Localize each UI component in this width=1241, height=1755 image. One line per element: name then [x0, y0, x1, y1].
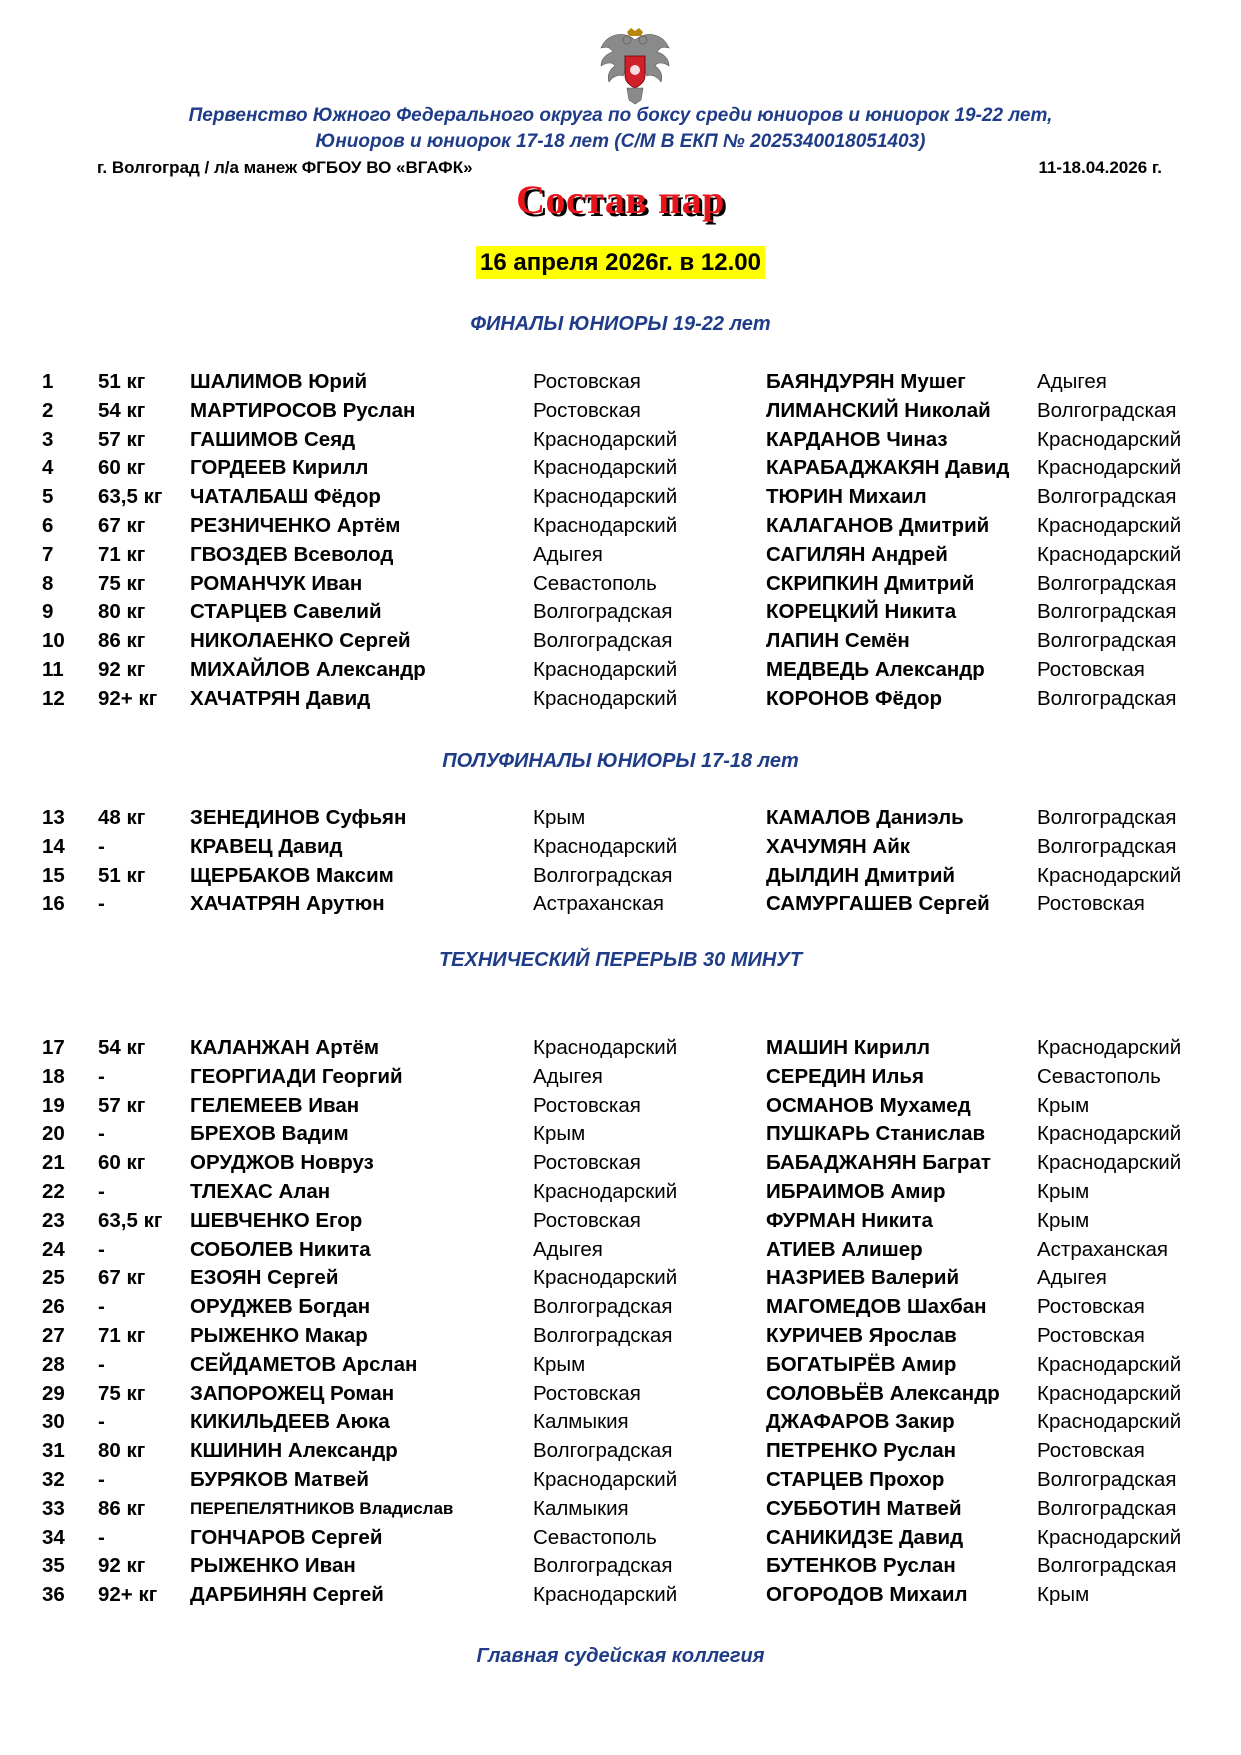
bout-number: 1 — [42, 370, 54, 393]
bout-number: 13 — [42, 806, 65, 829]
competition-dates: 11-18.04.2026 г. — [1038, 158, 1162, 177]
boxer-red-region: Волгоградская — [533, 1295, 673, 1319]
boxer-red-region: Крым — [533, 1122, 586, 1146]
weight-class: - — [98, 892, 105, 916]
boxer-blue-region: Волгоградская — [1037, 600, 1177, 624]
boxer-blue-region: Краснодарский — [1037, 1381, 1182, 1405]
boxer-red-region: Волгоградская — [533, 1323, 673, 1347]
weight-class: - — [98, 1525, 105, 1549]
boxer-blue-region: Волгоградская — [1037, 485, 1177, 509]
boxer-blue-region: Ростовская — [1037, 1323, 1145, 1347]
boxer-red-region: Краснодарский — [533, 1179, 678, 1203]
boxer-blue-region: Крым — [1037, 1208, 1090, 1232]
weight-class: - — [98, 1179, 105, 1203]
boxer-red-name: ОРУДЖОВ Новруз — [190, 1151, 374, 1175]
boxer-blue-name: ТЮРИН Михаил — [766, 485, 927, 509]
boxer-red-name: ОРУДЖЕВ Богдан — [190, 1295, 371, 1319]
boxer-blue-region: Крым — [1037, 1093, 1090, 1117]
boxer-blue-region: Крым — [1037, 1583, 1090, 1607]
footer-judges: Главная судейская коллегия — [476, 1645, 765, 1667]
table-row — [0, 1380, 1241, 1409]
boxer-red-name: БУРЯКОВ Матвей — [190, 1467, 369, 1491]
boxer-blue-name: БАБАДЖАНЯН Баграт — [766, 1151, 991, 1175]
boxer-blue-name: ЛИМАНСКИЙ Николай — [766, 398, 991, 422]
table-row — [0, 1264, 1241, 1293]
weight-class: 57 кг — [98, 1093, 146, 1117]
boxer-red-name: ПЕРЕПЕЛЯТНИКОВ Владислав — [190, 1498, 454, 1518]
bout-number: 24 — [42, 1237, 65, 1261]
weight-class: 60 кг — [98, 456, 146, 480]
boxer-red-name: КРАВЕЦ Давид — [190, 834, 343, 858]
boxer-blue-name: ПЕТРЕНКО Руслан — [766, 1439, 957, 1463]
boxer-red-region: Краснодарский — [533, 456, 678, 480]
boxer-red-name: ГЕЛЕМЕЕВ Иван — [190, 1093, 360, 1117]
table-row — [0, 1351, 1241, 1380]
weight-class: 75 кг — [98, 571, 146, 595]
table-row — [0, 890, 1241, 919]
boxer-blue-name: МАШИН Кирилл — [766, 1036, 930, 1059]
boxer-red-region: Калмыкия — [533, 1410, 629, 1434]
boxer-blue-name: КОРЕЦКИЙ Никита — [766, 600, 957, 624]
boxer-red-region: Ростовская — [533, 370, 641, 393]
boxer-red-name: ШЕВЧЕНКО Егор — [190, 1208, 363, 1232]
table-row — [0, 454, 1241, 483]
weight-class: 71 кг — [98, 1323, 146, 1347]
weight-class: 80 кг — [98, 1439, 146, 1463]
boxer-blue-name: ПУШКАРЬ Станислав — [766, 1122, 986, 1146]
boxer-red-name: РОМАНЧУК Иван — [190, 571, 363, 595]
boxer-red-name: РЫЖЕНКО Иван — [190, 1554, 356, 1578]
boxer-red-region: Ростовская — [533, 1093, 641, 1117]
boxer-blue-region: Севастополь — [1037, 1064, 1161, 1088]
weight-class: 75 кг — [98, 1381, 146, 1405]
weight-class: - — [98, 1467, 105, 1491]
table-row — [0, 483, 1241, 512]
boxer-blue-region: Волгоградская — [1037, 1554, 1177, 1578]
weight-class: - — [98, 1295, 105, 1319]
boxer-red-name: ЗЕНЕДИНОВ Суфьян — [190, 806, 407, 829]
boxer-red-region: Волгоградская — [533, 629, 673, 653]
bout-number: 4 — [42, 456, 54, 480]
bout-number: 22 — [42, 1179, 65, 1203]
weight-class: - — [98, 1064, 105, 1088]
boxer-red-region: Волгоградская — [533, 600, 673, 624]
table-row — [0, 1178, 1241, 1207]
boxer-red-region: Ростовская — [533, 1381, 641, 1405]
table-row — [0, 570, 1241, 599]
table-row — [0, 1149, 1241, 1178]
boxer-blue-region: Ростовская — [1037, 657, 1145, 681]
table-row — [0, 541, 1241, 570]
boxer-red-region: Волгоградская — [533, 1439, 673, 1463]
boxer-blue-region: Волгоградская — [1037, 1496, 1177, 1520]
boxer-red-region: Краснодарский — [533, 1467, 678, 1491]
table-row — [0, 1092, 1241, 1121]
boxer-blue-region: Краснодарский — [1037, 1151, 1182, 1175]
table-row — [0, 426, 1241, 455]
boxer-blue-region: Краснодарский — [1037, 1036, 1182, 1059]
boxer-blue-region: Ростовская — [1037, 1439, 1145, 1463]
bout-number: 31 — [42, 1439, 65, 1463]
weight-class: 63,5 кг — [98, 485, 163, 509]
boxer-red-name: ГВОЗДЕВ Всеволод — [190, 542, 394, 566]
boxer-red-name: ЩЕРБАКОВ Максим — [190, 863, 394, 887]
weight-class: 51 кг — [98, 863, 146, 887]
boxer-red-region: Крым — [533, 1352, 586, 1376]
bout-number: 7 — [42, 542, 54, 566]
bout-number: 36 — [42, 1583, 65, 1607]
weight-class: 67 кг — [98, 1266, 146, 1290]
boxer-red-name: СЕЙДАМЕТОВ Арслан — [190, 1352, 418, 1376]
weight-class: 54 кг — [98, 398, 146, 422]
bout-number: 3 — [42, 427, 54, 451]
boxer-red-name: ГЕОРГИАДИ Георгий — [190, 1064, 403, 1088]
competition-title-line-1: Первенство Южного Федерального округа по боксу среди юниоров и юниорок 19-22 лет, — [188, 105, 1053, 126]
boxer-blue-region: Краснодарский — [1037, 1525, 1182, 1549]
table-row — [0, 368, 1241, 397]
boxer-red-name: СОБОЛЕВ Никита — [190, 1237, 371, 1261]
weight-class: 67 кг — [98, 513, 146, 537]
boxer-red-region: Адыгея — [533, 1064, 603, 1088]
table-row — [0, 862, 1241, 891]
boxer-red-region: Краснодарский — [533, 1036, 678, 1059]
bout-number: 9 — [42, 600, 54, 624]
boxer-blue-name: КАЛАГАНОВ Дмитрий — [766, 513, 990, 537]
boxer-red-name: ХАЧАТРЯН Арутюн — [190, 892, 385, 916]
bout-number: 19 — [42, 1093, 65, 1117]
weight-class: 92 кг — [98, 657, 146, 681]
table-row — [0, 1408, 1241, 1437]
table-row — [0, 833, 1241, 862]
boxer-red-region: Калмыкия — [533, 1496, 629, 1520]
weight-class: 80 кг — [98, 600, 146, 624]
boxer-blue-region: Волгоградская — [1037, 834, 1177, 858]
table-row — [0, 1034, 1241, 1063]
boxer-blue-region: Волгоградская — [1037, 806, 1177, 829]
bout-number: 20 — [42, 1122, 65, 1146]
table-row — [0, 1322, 1241, 1351]
boxer-red-region: Краснодарский — [533, 686, 678, 710]
boxer-blue-region: Краснодарский — [1037, 456, 1182, 480]
boxer-blue-name: КАРДАНОВ Чиназ — [766, 427, 948, 451]
boxer-blue-name: БАЯНДУРЯН Мушег — [766, 370, 966, 393]
session-date-wrap — [0, 246, 1241, 279]
boxer-red-region: Волгоградская — [533, 863, 673, 887]
table-row — [0, 1207, 1241, 1236]
boxer-blue-name: МАГОМЕДОВ Шахбан — [766, 1295, 987, 1319]
boxer-red-name: ЕЗОЯН Сергей — [190, 1266, 339, 1290]
boxer-blue-name: СОЛОВЬЁВ Александр — [766, 1381, 1000, 1405]
boxer-blue-region: Волгоградская — [1037, 686, 1177, 710]
boxer-red-region: Краснодарский — [533, 834, 678, 858]
boxer-blue-region: Краснодарский — [1037, 1352, 1182, 1376]
boxer-red-name: ЗАПОРОЖЕЦ Роман — [190, 1381, 395, 1405]
boxer-red-region: Астраханская — [533, 892, 665, 916]
boxer-red-region: Ростовская — [533, 398, 641, 422]
table-row — [0, 1063, 1241, 1092]
boxer-red-name: КАЛАНЖАН Артём — [190, 1036, 380, 1059]
boxer-blue-region: Волгоградская — [1037, 629, 1177, 653]
bout-number: 8 — [42, 571, 54, 595]
after-break-table — [0, 1034, 1241, 1610]
weight-class: - — [98, 834, 105, 858]
table-row — [0, 1552, 1241, 1581]
boxer-blue-region: Краснодарский — [1037, 427, 1182, 451]
boxer-red-name: ТЛЕХАС Алан — [190, 1179, 331, 1203]
boxer-red-name: ЧАТАЛБАШ Фёдор — [190, 485, 381, 509]
boxer-red-name: КИКИЛЬДЕЕВ Аюка — [190, 1410, 390, 1434]
boxer-blue-region: Крым — [1037, 1179, 1090, 1203]
bout-number: 25 — [42, 1266, 65, 1290]
weight-class: 63,5 кг — [98, 1208, 163, 1232]
table-row — [0, 1120, 1241, 1149]
boxer-red-region: Севастополь — [533, 571, 657, 595]
weight-class: 92+ кг — [98, 686, 158, 710]
weight-class: - — [98, 1237, 105, 1261]
boxer-red-region: Краснодарский — [533, 427, 678, 451]
bout-number: 29 — [42, 1381, 65, 1405]
boxer-blue-name: СУББОТИН Матвей — [766, 1496, 962, 1520]
boxer-blue-name: СЕРЕДИН Илья — [766, 1064, 924, 1088]
boxer-red-name: ГАШИМОВ Сеяд — [190, 427, 356, 451]
boxer-blue-region: Волгоградская — [1037, 1467, 1177, 1491]
semis-table — [0, 804, 1241, 919]
weight-class: 48 кг — [98, 806, 146, 829]
weight-class: 54 кг — [98, 1036, 146, 1059]
boxer-red-region: Адыгея — [533, 1237, 603, 1261]
session-date: 16 апреля 2026г. в 12.00 — [476, 246, 765, 279]
bout-number: 23 — [42, 1208, 65, 1232]
weight-class: 71 кг — [98, 542, 146, 566]
boxer-red-name: МИХАЙЛОВ Александр — [190, 657, 426, 681]
bout-number: 17 — [42, 1036, 65, 1059]
boxer-blue-region: Волгоградская — [1037, 398, 1177, 422]
finals-table — [0, 368, 1241, 714]
table-row — [0, 1466, 1241, 1495]
boxer-blue-name: ДЖАФАРОВ Закир — [766, 1410, 955, 1434]
boxer-red-name: НИКОЛАЕНКО Сергей — [190, 629, 411, 653]
table-row — [0, 1581, 1241, 1610]
boxer-red-region: Краснодарский — [533, 657, 678, 681]
bout-number: 28 — [42, 1352, 65, 1376]
boxer-blue-name: ХАЧУМЯН Айк — [766, 834, 911, 858]
boxer-blue-name: ОСМАНОВ Мухамед — [766, 1093, 971, 1117]
table-row — [0, 804, 1241, 833]
boxer-blue-region: Краснодарский — [1037, 863, 1182, 887]
boxer-blue-name: ОГОРОДОВ Михаил — [766, 1583, 968, 1607]
bout-number: 12 — [42, 686, 65, 710]
boxer-blue-region: Адыгея — [1037, 1266, 1107, 1290]
bout-number: 32 — [42, 1467, 65, 1491]
table-row — [0, 1524, 1241, 1553]
weight-class: 92+ кг — [98, 1583, 158, 1607]
table-row — [0, 397, 1241, 426]
boxer-blue-region: Краснодарский — [1037, 1122, 1182, 1146]
weight-class: 60 кг — [98, 1151, 146, 1175]
boxer-blue-name: КАМАЛОВ Даниэль — [766, 806, 964, 829]
boxer-blue-name: КУРИЧЕВ Ярослав — [766, 1323, 957, 1347]
boxer-red-region: Волгоградская — [533, 1554, 673, 1578]
boxer-red-region: Ростовская — [533, 1151, 641, 1175]
boxer-blue-name: ЛАПИН Семён — [766, 629, 910, 653]
boxer-blue-name: СКРИПКИН Дмитрий — [766, 571, 975, 595]
weight-class: 92 кг — [98, 1554, 146, 1578]
table-row — [0, 598, 1241, 627]
boxer-red-region: Краснодарский — [533, 1583, 678, 1607]
boxer-blue-region: Волгоградская — [1037, 571, 1177, 595]
boxer-blue-name: БОГАТЫРЁВ Амир — [766, 1352, 957, 1376]
table-row — [0, 512, 1241, 541]
boxer-blue-region: Краснодарский — [1037, 513, 1182, 537]
boxer-red-region: Краснодарский — [533, 485, 678, 509]
venue: г. Волгоград / л/а манеж ФГБОУ ВО «ВГАФК» — [97, 158, 473, 177]
boxer-red-region: Краснодарский — [533, 1266, 678, 1290]
bout-number: 30 — [42, 1410, 65, 1434]
bout-number: 15 — [42, 863, 65, 887]
bout-number: 6 — [42, 513, 54, 537]
bout-number: 11 — [42, 657, 64, 681]
section-break-title: ТЕХНИЧЕСКИЙ ПЕРЕРЫВ 30 МИНУТ — [438, 949, 803, 971]
boxer-red-region: Адыгея — [533, 542, 603, 566]
bout-number: 10 — [42, 629, 65, 653]
boxer-red-name: СТАРЦЕВ Савелий — [190, 600, 382, 624]
boxer-blue-name: МЕДВЕДЬ Александр — [766, 657, 985, 681]
boxer-blue-name: АТИЕВ Алишер — [766, 1237, 923, 1261]
boxer-blue-name: ФУРМАН Никита — [766, 1208, 933, 1232]
bout-number: 14 — [42, 834, 65, 858]
table-row — [0, 656, 1241, 685]
bout-number: 26 — [42, 1295, 65, 1319]
table-row — [0, 1236, 1241, 1265]
boxer-red-name: МАРТИРОСОВ Руслан — [190, 398, 416, 422]
bout-number: 18 — [42, 1064, 65, 1088]
bout-number: 35 — [42, 1554, 65, 1578]
weight-class: 57 кг — [98, 427, 146, 451]
boxer-blue-region: Краснодарский — [1037, 542, 1182, 566]
boxer-blue-name: НАЗРИЕВ Валерий — [766, 1266, 960, 1290]
boxer-red-name: БРЕХОВ Вадим — [190, 1122, 349, 1146]
boxer-blue-region: Ростовская — [1037, 892, 1145, 916]
bout-number: 2 — [42, 398, 54, 422]
boxer-blue-name: БУТЕНКОВ Руслан — [766, 1554, 956, 1578]
boxer-blue-name: САНИКИДЗЕ Давид — [766, 1525, 964, 1549]
boxer-blue-region: Адыгея — [1037, 370, 1107, 393]
boxer-blue-region: Краснодарский — [1037, 1410, 1182, 1434]
boxer-red-name: ГОРДЕЕВ Кирилл — [190, 456, 369, 480]
boxer-red-name: ДАРБИНЯН Сергей — [190, 1583, 384, 1607]
boxer-red-name: РЫЖЕНКО Макар — [190, 1323, 368, 1347]
weight-class: 51 кг — [98, 370, 146, 393]
table-row — [0, 1437, 1241, 1466]
boxer-red-region: Крым — [533, 806, 586, 829]
boxer-blue-region: Ростовская — [1037, 1295, 1145, 1319]
weight-class: - — [98, 1352, 105, 1376]
section-finals-title: ФИНАЛЫ ЮНИОРЫ 19-22 лет — [470, 313, 771, 335]
bout-number: 16 — [42, 892, 65, 916]
page-title: Состав пар — [516, 177, 725, 222]
table-row — [0, 685, 1241, 714]
boxer-red-name: РЕЗНИЧЕНКО Артём — [190, 513, 401, 537]
bout-number: 33 — [42, 1496, 65, 1520]
section-semis-title: ПОЛУФИНАЛЫ ЮНИОРЫ 17-18 лет — [442, 750, 799, 772]
table-row — [0, 1495, 1241, 1524]
table-row — [0, 1293, 1241, 1322]
bout-number: 27 — [42, 1323, 65, 1347]
bout-number: 34 — [42, 1525, 65, 1549]
bout-number: 21 — [42, 1151, 65, 1175]
boxer-blue-name: ИБРАИМОВ Амир — [766, 1179, 946, 1203]
boxer-blue-name: СТАРЦЕВ Прохор — [766, 1467, 945, 1491]
boxer-blue-name: КОРОНОВ Фёдор — [766, 686, 943, 710]
boxer-red-name: ГОНЧАРОВ Сергей — [190, 1525, 383, 1549]
boxer-red-region: Севастополь — [533, 1525, 657, 1549]
boxer-red-name: КШИНИН Александр — [190, 1439, 398, 1463]
weight-class: 86 кг — [98, 1496, 146, 1520]
boxer-blue-name: САМУРГАШЕВ Сергей — [766, 892, 990, 916]
competition-title-line-2: Юниоров и юниорок 17-18 лет (С/М В ЕКП № 2025340018051403) — [315, 131, 926, 152]
weight-class: - — [98, 1410, 105, 1434]
bout-number: 5 — [42, 485, 54, 509]
boxer-blue-region: Астраханская — [1037, 1237, 1169, 1261]
eagle-emblem-icon — [597, 26, 673, 106]
weight-class: - — [98, 1122, 105, 1146]
table-row — [0, 627, 1241, 656]
weight-class: 86 кг — [98, 629, 146, 653]
boxer-red-region: Ростовская — [533, 1208, 641, 1232]
boxer-blue-name: КАРАБАДЖАКЯН Давид — [766, 456, 1010, 480]
boxer-red-name: ХАЧАТРЯН Давид — [190, 686, 371, 710]
boxer-blue-name: ДЫЛДИН Дмитрий — [766, 863, 956, 887]
boxer-red-region: Краснодарский — [533, 513, 678, 537]
boxer-red-name: ШАЛИМОВ Юрий — [190, 370, 368, 393]
boxer-blue-name: САГИЛЯН Андрей — [766, 542, 948, 566]
